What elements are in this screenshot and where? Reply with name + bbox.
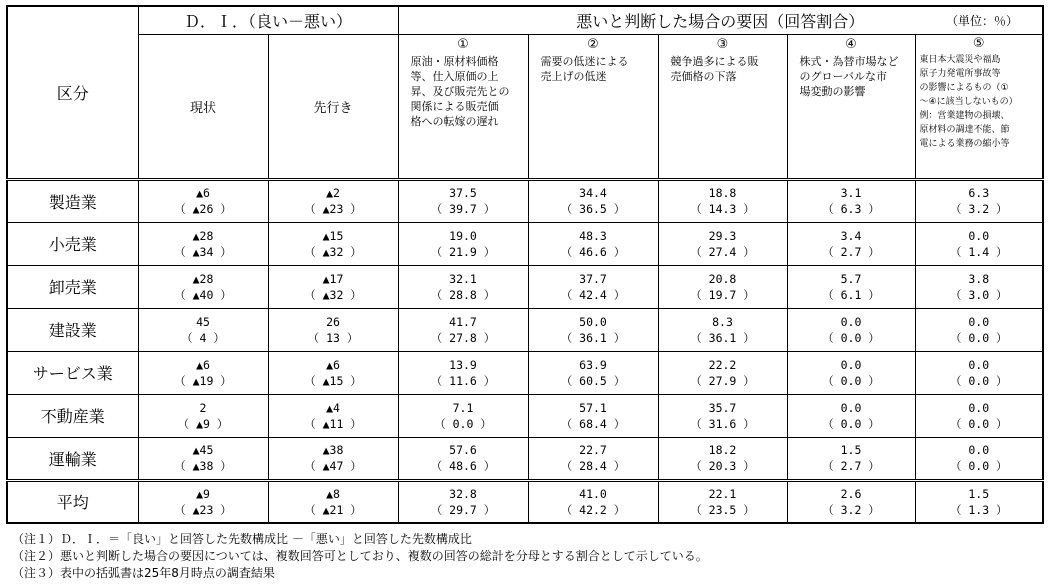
- reason-number: ③: [716, 36, 729, 52]
- data-cell: [268, 437, 398, 480]
- table-row: [7, 351, 1043, 394]
- previous-value: （ ▲40 ）: [174, 287, 232, 302]
- current-value: 2: [199, 400, 207, 415]
- current-value: 32.1: [449, 271, 477, 286]
- current-value: 18.8: [708, 186, 737, 200]
- data-cell: [915, 222, 1043, 265]
- current-value: 0.0: [968, 357, 990, 372]
- current-value: 2.6: [840, 486, 862, 501]
- previous-value: （ 36.1 ）: [560, 330, 626, 345]
- previous-value: （ 36.5 ）: [560, 202, 626, 216]
- unit-label: （単位：％）: [945, 14, 1018, 28]
- data-cell: [138, 179, 268, 222]
- previous-value: （ ▲47 ）: [304, 459, 362, 473]
- current-value: 13.9: [449, 357, 477, 372]
- data-cell: [398, 222, 528, 265]
- header-reason-3: [658, 34, 787, 179]
- data-cell: [138, 265, 268, 308]
- current-value: 6.3: [968, 186, 990, 200]
- current-value: 0.0: [840, 357, 862, 372]
- previous-value: （ ▲32 ）: [304, 244, 362, 259]
- table-row: [7, 480, 1043, 523]
- data-cell: [268, 222, 398, 265]
- table-row: [7, 437, 1043, 480]
- current-value: 41.0: [579, 486, 607, 501]
- previous-value: （ 0.0 ）: [949, 373, 1008, 388]
- current-value: 26: [326, 314, 340, 329]
- current-value: 41.7: [449, 314, 477, 329]
- data-cell: [787, 308, 915, 351]
- previous-value: （ ▲34 ）: [174, 244, 232, 259]
- current-value: 18.2: [708, 443, 737, 457]
- current-value: 34.4: [579, 186, 607, 200]
- data-cell: [138, 394, 268, 437]
- header-genjo: 現状: [138, 34, 268, 179]
- current-value: 22.7: [579, 443, 607, 457]
- data-cell: [915, 265, 1043, 308]
- data-cell: [528, 308, 658, 351]
- previous-value: （ 36.1 ）: [690, 330, 755, 345]
- data-cell: [787, 351, 915, 394]
- row-category: 不動産業: [7, 394, 138, 437]
- current-value: 0.0: [840, 400, 862, 415]
- data-cell: [398, 265, 528, 308]
- previous-value: （ 0.0 ）: [949, 416, 1008, 431]
- current-value: 3.8: [968, 271, 990, 286]
- current-value: 0.0: [968, 443, 990, 457]
- current-value: 57.6: [449, 443, 477, 457]
- header-reason-4: [787, 34, 915, 179]
- header-reason-5: [915, 34, 1043, 179]
- previous-value: （ ▲11 ）: [304, 416, 362, 431]
- current-value: 7.1: [452, 400, 474, 415]
- current-value: 37.7: [579, 271, 607, 286]
- table-row: [7, 308, 1043, 351]
- data-cell: [658, 179, 787, 222]
- reason-number: ⑤: [972, 35, 985, 51]
- current-value: 32.8: [449, 486, 477, 501]
- previous-value: （ 48.6 ）: [430, 459, 496, 473]
- previous-value: （ 19.7 ）: [690, 287, 755, 302]
- row-category: 平均: [7, 480, 138, 523]
- current-value: 29.3: [708, 228, 737, 243]
- header-reason-2: [528, 34, 658, 179]
- previous-value: （ ▲15 ）: [304, 373, 362, 388]
- data-cell: [398, 480, 528, 523]
- data-cell: [528, 437, 658, 480]
- data-cell: [787, 480, 915, 523]
- data-cell: [268, 394, 398, 437]
- current-value: 0.0: [840, 314, 862, 329]
- current-value: ▲6: [326, 357, 340, 372]
- reason-text: 需要の低迷による 売上げの低迷: [540, 54, 629, 83]
- data-cell: [658, 351, 787, 394]
- footnote-1: （注１）Ｄ．Ｉ．＝「良い」と回答した先数構成比 －「悪い」と回答した先数構成比: [12, 532, 472, 546]
- current-value: 5.7: [840, 271, 862, 286]
- data-cell: [268, 308, 398, 351]
- previous-value: （ 28.8 ）: [430, 287, 496, 302]
- current-value: ▲28: [192, 228, 214, 243]
- reason-number: ④: [845, 36, 857, 52]
- previous-value: （ 68.4 ）: [560, 416, 626, 431]
- data-cell: [398, 351, 528, 394]
- previous-value: （ 42.4 ）: [560, 287, 626, 302]
- data-cell: [138, 480, 268, 523]
- data-cell: [528, 179, 658, 222]
- previous-value: （ 0.0 ）: [949, 459, 1008, 473]
- previous-value: （ 2.7 ）: [822, 244, 880, 259]
- row-category: 運輸業: [7, 437, 138, 480]
- footnotes: [12, 531, 708, 582]
- data-cell: [398, 394, 528, 437]
- previous-value: （ 46.6 ）: [560, 244, 626, 259]
- current-value: 0.0: [968, 400, 990, 415]
- data-cell: [915, 437, 1043, 480]
- data-cell: [787, 394, 915, 437]
- data-cell: [915, 308, 1043, 351]
- current-value: 22.1: [708, 486, 737, 501]
- data-cell: [138, 222, 268, 265]
- previous-value: （ 21.9 ）: [430, 244, 496, 259]
- header-reason-1: [398, 34, 528, 179]
- current-value: 20.8: [708, 271, 737, 286]
- previous-value: （ 14.3 ）: [690, 202, 755, 216]
- data-cell: [915, 351, 1043, 394]
- previous-value: （ 11.6 ）: [430, 373, 496, 388]
- previous-value: （ 1.4 ）: [949, 244, 1008, 259]
- previous-value: （ 27.8 ）: [430, 330, 496, 345]
- table-row: [7, 265, 1043, 308]
- table-row: [7, 222, 1043, 265]
- data-cell: [528, 351, 658, 394]
- reason-text: 東日本大震災や福島 原子力発電所事故等 の影響によるもの（① ～④に該当しないもの） 例：営業建物の損壊、 原材料の調達不能、節 電による業務の縮小等: [919, 54, 1018, 149]
- data-cell: [658, 437, 787, 480]
- data-cell: [268, 480, 398, 523]
- previous-value: （ 42.2 ）: [560, 502, 626, 517]
- current-value: 3.4: [840, 228, 862, 243]
- previous-value: （ 4 ）: [181, 330, 225, 345]
- data-cell: [915, 480, 1043, 523]
- row-category: サービス業: [7, 351, 138, 394]
- data-cell: [268, 351, 398, 394]
- header-di: Ｄ．Ｉ．（良い－悪い）: [138, 6, 398, 34]
- previous-value: （ 13 ）: [307, 330, 359, 345]
- reason-number: ②: [587, 36, 599, 52]
- previous-value: （ 27.9 ）: [690, 373, 755, 388]
- header-sakiyuki: 先行き: [268, 34, 398, 179]
- data-cell: [787, 179, 915, 222]
- current-value: 8.3: [712, 314, 733, 329]
- row-category: 製造業: [7, 179, 138, 222]
- current-value: ▲9: [196, 486, 210, 501]
- reason-number: ①: [457, 36, 469, 52]
- previous-value: （ 3.0 ）: [949, 287, 1008, 302]
- previous-value: （ ▲26 ）: [174, 202, 232, 216]
- previous-value: （ 39.7 ）: [430, 202, 496, 216]
- reason-text: 株式・為替市場など のグローバルな市 場変動の影響: [799, 54, 899, 98]
- current-value: 45: [196, 314, 210, 329]
- data-cell: [658, 222, 787, 265]
- previous-value: （ 23.5 ）: [690, 502, 755, 517]
- previous-value: （ 29.7 ）: [430, 502, 496, 517]
- data-cell: [528, 222, 658, 265]
- data-cell: [138, 308, 268, 351]
- data-cell: [528, 394, 658, 437]
- current-value: ▲6: [196, 357, 210, 372]
- current-value: 63.9: [579, 357, 607, 372]
- previous-value: （ 28.4 ）: [560, 459, 626, 473]
- row-category: 建設業: [7, 308, 138, 351]
- data-cell: [268, 265, 398, 308]
- data-cell: [138, 437, 268, 480]
- current-value: ▲8: [326, 486, 340, 501]
- data-cell: [398, 437, 528, 480]
- current-value: ▲45: [192, 443, 214, 457]
- previous-value: （ ▲19 ）: [174, 373, 232, 388]
- data-cell: [787, 437, 915, 480]
- previous-value: （ 0.0 ）: [822, 416, 880, 431]
- previous-value: （ 60.5 ）: [560, 373, 626, 388]
- previous-value: （ ▲32 ）: [304, 287, 362, 302]
- table-row: [7, 394, 1043, 437]
- previous-value: （ 2.7 ）: [822, 459, 880, 473]
- data-cell: [398, 179, 528, 222]
- previous-value: （ 1.3 ）: [949, 502, 1008, 517]
- previous-value: （ 0.0 ）: [822, 330, 880, 345]
- current-value: 50.0: [579, 314, 607, 329]
- current-value: 19.0: [449, 228, 477, 243]
- previous-value: （ ▲23 ）: [304, 202, 362, 216]
- previous-value: （ 20.3 ）: [690, 459, 755, 473]
- current-value: ▲28: [192, 271, 214, 286]
- data-cell: [658, 480, 787, 523]
- previous-value: （ 0.0 ）: [434, 416, 492, 431]
- data-cell: [658, 394, 787, 437]
- reasons-title: 悪いと判断した場合の要因（回答割合）: [576, 11, 865, 31]
- previous-value: （ ▲23 ）: [174, 502, 232, 517]
- previous-value: （ 3.2 ）: [822, 502, 880, 517]
- previous-value: （ 27.4 ）: [690, 244, 755, 259]
- reason-text: 原油・原材料価格 等、仕入原価の上 昇、及び販売先との 関係による販売価 格への転嫁の遅れ: [410, 54, 510, 128]
- previous-value: （ 0.0 ）: [822, 373, 880, 388]
- current-value: 48.3: [579, 228, 607, 243]
- previous-value: （ 6.3 ）: [822, 202, 880, 216]
- reason-text: 競争過多による販 売価格の下落: [670, 54, 759, 83]
- data-cell: [528, 480, 658, 523]
- current-value: ▲17: [322, 271, 344, 286]
- current-value: 1.5: [968, 486, 990, 501]
- current-value: 37.5: [449, 186, 477, 200]
- current-value: 35.7: [708, 400, 737, 415]
- current-value: 0.0: [968, 314, 990, 329]
- data-cell: [658, 265, 787, 308]
- footnote-3: （注３）表中の括弧書は25年8月時点の調査結果: [12, 566, 275, 580]
- header-kubun: 区分: [7, 6, 138, 179]
- data-cell: [787, 265, 915, 308]
- current-value: 1.5: [840, 443, 862, 457]
- previous-value: （ 3.2 ）: [949, 202, 1008, 216]
- previous-value: （ ▲38 ）: [174, 459, 232, 473]
- previous-value: （ ▲21 ）: [304, 502, 362, 517]
- table-row: [7, 179, 1043, 222]
- current-value: 22.2: [708, 357, 737, 372]
- data-cell: [787, 222, 915, 265]
- row-category: 小売業: [7, 222, 138, 265]
- data-cell: [915, 394, 1043, 437]
- current-value: 3.1: [840, 186, 862, 200]
- current-value: ▲2: [326, 186, 340, 200]
- previous-value: （ 31.6 ）: [690, 416, 755, 431]
- current-value: ▲4: [326, 400, 340, 415]
- current-value: ▲38: [322, 443, 344, 457]
- footnote-2: （注２）悪いと判断した場合の要因については、複数回答可としており、複数の回答の総計を分母とする割合として示している。: [12, 549, 708, 563]
- data-cell: [528, 265, 658, 308]
- current-value: ▲6: [196, 186, 210, 200]
- header-reasons: [398, 6, 1043, 34]
- previous-value: （ 0.0 ）: [949, 330, 1008, 345]
- data-cell: [398, 308, 528, 351]
- current-value: ▲15: [322, 228, 344, 243]
- table-body: [7, 179, 1043, 523]
- data-cell: [658, 308, 787, 351]
- row-category: 卸売業: [7, 265, 138, 308]
- di-survey-table: [6, 5, 1044, 524]
- data-cell: [138, 351, 268, 394]
- previous-value: （ ▲9 ）: [177, 416, 229, 431]
- current-value: 0.0: [968, 228, 990, 243]
- data-cell: [915, 179, 1043, 222]
- current-value: 57.1: [579, 400, 607, 415]
- data-cell: [268, 179, 398, 222]
- previous-value: （ 6.1 ）: [822, 287, 880, 302]
